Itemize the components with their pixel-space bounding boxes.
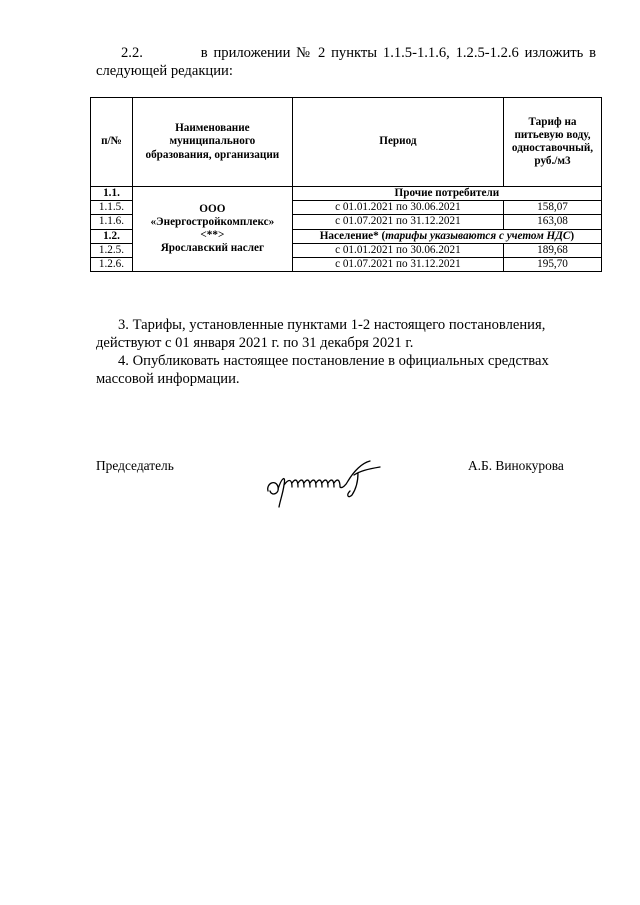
handwritten-signature — [262, 455, 392, 515]
group-title-end: ) — [570, 229, 575, 242]
row-period: с 01.01.2021 по 30.06.2021 — [292, 201, 503, 215]
row-period: с 01.07.2021 по 31.12.2021 — [292, 215, 503, 229]
paragraph-4-line2: массовой информации. — [96, 371, 240, 387]
tariff-table — [90, 97, 602, 272]
row-tariff: 163,08 — [504, 215, 602, 229]
group-title — [292, 229, 601, 243]
org-name-line: <**> — [200, 229, 225, 242]
row-num: 1.2.6. — [91, 258, 133, 272]
group-title-note: тарифы указываются с учетом НДС — [385, 229, 571, 242]
row-num: 1.2.5. — [91, 243, 133, 257]
row-num: 1.1.6. — [91, 215, 133, 229]
paragraph-3-line1: 3. Тарифы, установленные пунктами 1-2 настоящего постановления, — [118, 317, 546, 333]
table-row — [91, 187, 602, 201]
paragraph-4-line1: 4. Опубликовать настоящее постановление в официальных средствах — [118, 353, 549, 369]
header-org: Наименование муниципального образования, организации — [132, 98, 292, 187]
row-num: 1.2. — [91, 229, 133, 243]
group-title: Прочие потребители — [292, 187, 601, 201]
header-period: Период — [292, 98, 503, 187]
row-tariff: 189,68 — [504, 243, 602, 257]
org-name-cell — [132, 187, 292, 272]
table-header-row — [91, 98, 602, 187]
group-title-main: Население* ( — [319, 229, 386, 242]
signatory-name: А.Б. Винокурова — [468, 458, 564, 473]
signatory-title: Председатель — [96, 458, 174, 473]
row-tariff: 158,07 — [504, 201, 602, 215]
org-name-line: «Энергостройкомплекс» — [150, 215, 275, 228]
org-name-line: ООО — [199, 202, 226, 215]
row-tariff: 195,70 — [504, 258, 602, 272]
row-period: с 01.01.2021 по 30.06.2021 — [292, 243, 503, 257]
header-num: п/№ — [91, 98, 133, 187]
row-num: 1.1. — [91, 187, 133, 201]
intro-paragraph: 2.2. в приложении № 2 пункты 1.1.5-1.1.6, 1.2.5-1.2.6 изложить в следующей редакции: — [96, 45, 596, 79]
header-tariff: Тариф на питьевую воду, одноставочный, руб./м3 — [504, 98, 602, 187]
org-name-line: Ярославский наслег — [160, 242, 265, 255]
row-num: 1.1.5. — [91, 201, 133, 215]
paragraph-3-line2: действуют с 01 января 2021 г. по 31 декабря 2021 г. — [96, 335, 414, 351]
row-period: с 01.07.2021 по 31.12.2021 — [292, 258, 503, 272]
